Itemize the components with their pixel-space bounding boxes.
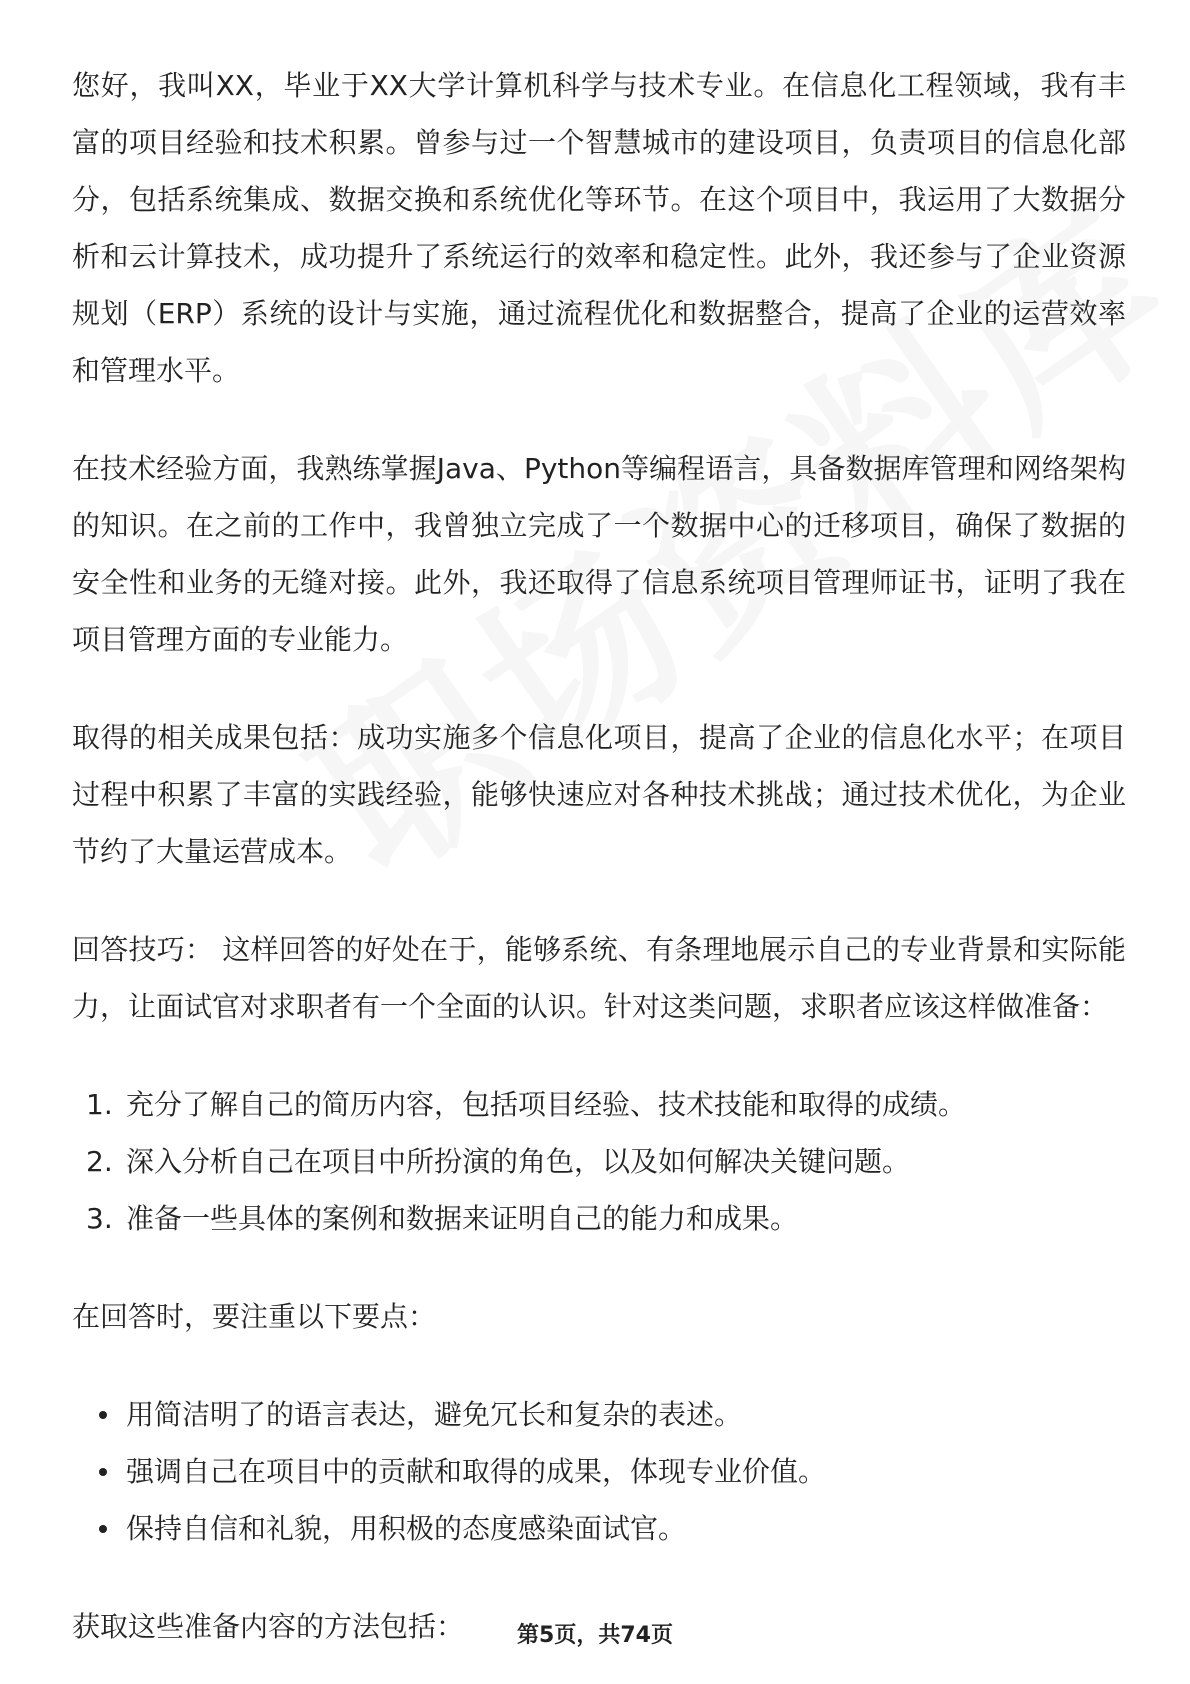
page-number: 第5页，共74页 (517, 1623, 673, 1648)
list-item-text: 用简洁明了的语言表达，避免冗长和复杂的表述。 (126, 1398, 743, 1431)
paragraph-methods-intro: 获取这些准备内容的方法包括： (72, 1610, 465, 1643)
list-item (72, 1190, 1126, 1247)
list-item-text: 深入分析自己在项目中所扮演的角色，以及如何解决关键问题。 (126, 1145, 911, 1178)
paragraph-tips: 回答技巧： 这样回答的好处在于，能够系统、有条理地展示自己的专业背景和实际能力，让面试官对求职者有一个全面的认识。针对这类问题，求职者应该这样做准备： (72, 933, 1126, 1023)
paragraph-tech: 在技术经验方面，我熟练掌握Java、Python等编程语言，具备数据库管理和网络架构的知识。在之前的工作中，我曾独立完成了一个数据中心的迁移项目，确保了数据的安全性和业务的无缝对接。此外，我还取得了信息系统项目管理师证书，证明了我在项目管理方面的专业能力。 (72, 452, 1126, 656)
document-body (72, 57, 1126, 1655)
paragraph-achievements: 取得的相关成果包括：成功实施多个信息化项目，提高了企业的信息化水平；在项目过程中积累了丰富的实践经验，能够快速应对各种技术挑战；通过技术优化，为企业节约了大量运营成本。 (72, 721, 1126, 868)
bullet-icon (99, 1468, 107, 1476)
prep-steps-list (72, 1076, 1126, 1247)
list-number: 2. (86, 1145, 113, 1178)
list-item (72, 1500, 1126, 1557)
list-item (72, 1133, 1126, 1190)
list-item-text: 充分了解自己的简历内容，包括项目经验、技术技能和取得的成绩。 (126, 1088, 967, 1121)
bullet-icon (99, 1525, 107, 1533)
list-item (72, 1386, 1126, 1443)
list-item-text: 强调自己在项目中的贡献和取得的成果，体现专业价值。 (126, 1455, 827, 1488)
list-item-text: 保持自信和礼貌，用积极的态度感染面试官。 (126, 1512, 687, 1545)
bullet-icon (99, 1411, 107, 1419)
paragraph-key-points-intro: 在回答时，要注重以下要点： (72, 1300, 437, 1333)
paragraph-intro: 您好，我叫XX，毕业于XX大学计算机科学与技术专业。在信息化工程领域，我有丰富的项目经验和技术积累。曾参与过一个智慧城市的建设项目，负责项目的信息化部分，包括系统集成、数据交换和系统优化等环节。在这个项目中，我运用了大数据分析和云计算技术，成功提升了系统运行的效率和稳定性。此外，我还参与了企业资源规划（ERP）系统的设计与实施，通过流程优化和数据整合，提高了企业的运营效率和管理水平。 (72, 69, 1126, 387)
list-number: 3. (86, 1202, 113, 1235)
key-points-list (72, 1386, 1126, 1557)
list-number: 1. (86, 1088, 113, 1121)
list-item (72, 1443, 1126, 1500)
list-item-text: 准备一些具体的案例和数据来证明自己的能力和成果。 (126, 1202, 799, 1235)
list-item (72, 1076, 1126, 1133)
